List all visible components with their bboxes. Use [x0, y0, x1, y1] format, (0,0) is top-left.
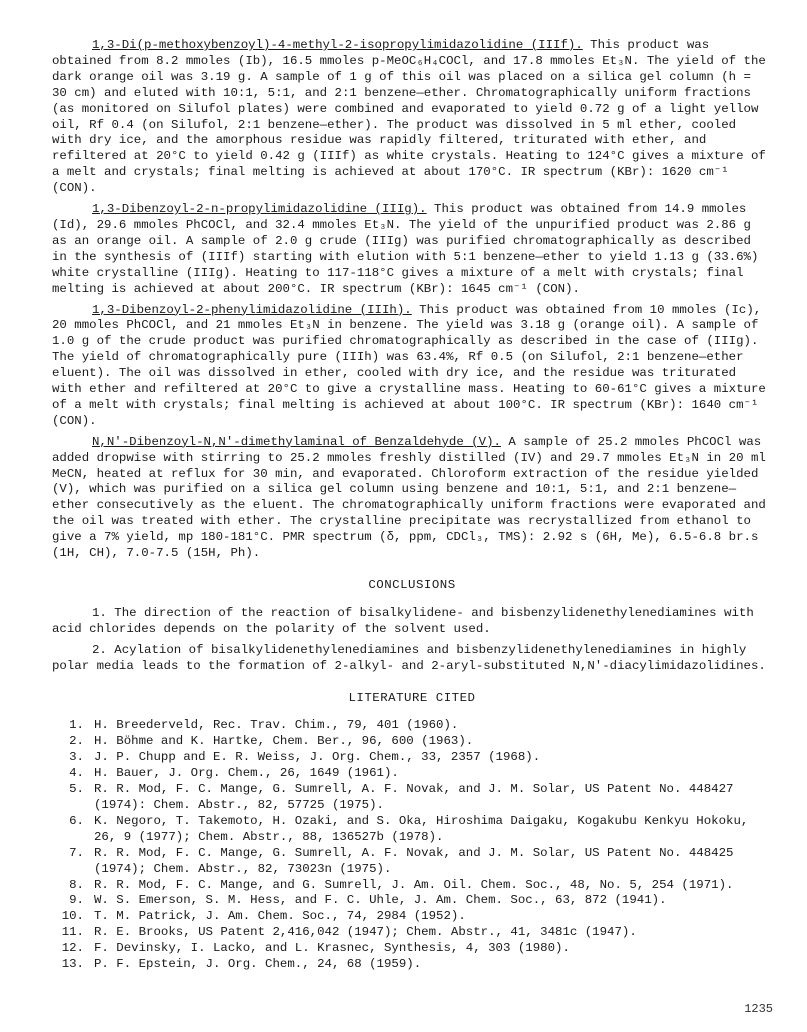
compound-title: 1,3-Di(p-methoxybenzoyl)-4-methyl-2-isopropylimidazolidine (IIIf). — [92, 38, 583, 52]
reference-number: 12. — [61, 941, 84, 956]
reference-number: 6. — [69, 813, 84, 828]
compound-body: This product was obtained from 8.2 mmoles (Ib), 16.5 mmoles p-MeOC₆H₄COCl, and 17.8 mmoles Et₃N. The yield of the dark orange oil was 3.19 g. A sample of 1 g of this oil was placed on a silica gel column (h = 30 cm) and eluted with 10:1, 5:1, and 2:1 benzene—ether. Chromatographically uniform fractions (as monitored on Silufol plates) were combined and evaporated to yield 0.72 g of a light yellow oil, Rf 0.4 (on Silufol, 2:1 benzene—ether). The product was dissolved in 5 ml ether, cooled with dry ice, and the amorphous residue was rapidly filtered, triturated with ether, and refiltered at 20°C to yield 0.42 g (IIIf) as white crystals. Heating to 124°C gives a mixture of a melt and crystals; final melting is achieved at about 170°C. IR spectrum (KBr): 1620 cm⁻¹ (CON). — [52, 38, 766, 196]
reference-text: T. M. Patrick, J. Am. Chem. Soc., 74, 2984 (1952). — [94, 909, 466, 924]
reference-text: H. Bauer, J. Org. Chem., 26, 1649 (1961). — [94, 766, 399, 781]
compound-body: A sample of 25.2 mmoles PhCOCl was added dropwise with stirring to 25.2 mmoles freshly distilled (IV) and 29.7 mmoles Et₃N in 20 ml MeCN, heated at reflux for 30 min, and evaporated. Chloroform extraction of the residue yielded (V), which was purified on a silica gel column using benzene and 10:1, 5:1, and 2:1 benzene—ether consecutively as the eluent. The chromatographically uniform fractions were evaporated and the oil was treated with ether. The crystalline precipitate was recrystallized from ethanol to give a 7% yield, mp 180-181°C. PMR spectrum (δ, ppm, CDCl₃, TMS): 2.92 s (6H, Me), 6.5-6.8 br.s (1H, CH), 7.0-7.5 (15H, Ph). — [52, 434, 766, 561]
compound-paragraph-v — [52, 435, 772, 562]
reference-text: R. R. Mod, F. C. Mange, G. Sumrell, A. F. Novak, and J. M. Solar, US Patent No. 448427 (1974): Chem. Abstr., 82, 57725 (1975). — [94, 782, 734, 812]
reference-item — [52, 718, 772, 734]
compound-body: This product was obtained from 14.9 mmoles (Id), 29.6 mmoles PhCOCl, and 32.4 mmoles Et₃N. The yield of the unpurified product was 2.86 g as an orange oil. A sample of 2.0 g crude (IIIg) was purified chromatographically as described in the synthesis of (IIIf) starting with elution with 5:1 benzene—ether to yield 1.13 g (33.6%) white crystalline (IIIg). Heating to 117-118°C gives a mixture of a melt with crystals; final melting is achieved at about 200°C. IR spectrum (KBr): 1645 cm⁻¹ (CON). — [52, 202, 759, 296]
reference-number: 5. — [69, 782, 84, 797]
conclusion-item: 1. The direction of the reaction of bisalkylidene- and bisbenzylidenethylenediamines with acid chlorides depends on the polarity of the solvent used. — [52, 605, 754, 636]
reference-number: 3. — [69, 750, 84, 765]
reference-list — [52, 718, 772, 973]
reference-text: H. Böhme and K. Hartke, Chem. Ber., 96, 600 (1963). — [94, 734, 474, 749]
reference-number: 13. — [61, 957, 84, 972]
reference-text: P. F. Epstein, J. Org. Chem., 24, 68 (1959). — [94, 957, 422, 972]
compound-title: 1,3-Dibenzoyl-2-phenylimidazolidine (IIIh). — [92, 302, 412, 317]
reference-item — [52, 941, 772, 957]
literature-heading: LITERATURE CITED — [348, 690, 476, 705]
reference-text: R. E. Brooks, US Patent 2,416,042 (1947); Chem. Abstr., 41, 3481c (1947). — [94, 925, 637, 940]
reference-text: W. S. Emerson, S. M. Hess, and F. C. Uhle, J. Am. Chem. Soc., 63, 872 (1941). — [94, 893, 667, 908]
reference-item — [52, 909, 772, 925]
conclusions-heading: CONCLUSIONS — [368, 578, 456, 592]
compound-paragraph-iiih — [52, 303, 772, 430]
reference-text: H. Breederveld, Rec. Trav. Chim., 79, 401 (1960). — [94, 718, 459, 733]
compound-body: This product was obtained from 10 mmoles (Ic), 20 mmoles PhCOCl, and 21 mmoles Et₃N in benzene. The yield was 3.18 g (orange oil). A sample of 1.0 g of the crude product was purified chromatographically as described in the case of (IIIg). The yield of chromatographically pure (IIIh) was 63.4%, Rf 0.5 (on Silufol, 2:1 benzene—ether eluent). The oil was dissolved in ether, cooled with dry ice, and the residue was triturated with ether and refiltered at 20°C to give a crystalline mass. Heating to 60-61°C gives a mixture of a melt with crystals; final melting is achieved at about 100°C. IR spectrum (KBr): 1640 cm⁻¹ (CON). — [52, 302, 766, 428]
compound-title: N,N'-Dibenzoyl-N,N'-dimethylaminal of Benzaldehyde (V). — [92, 434, 501, 449]
reference-item — [52, 893, 772, 909]
reference-item — [52, 957, 772, 973]
conclusion-item: 2. Acylation of bisalkylidenethylenediamines and bisbenzylidenethylenediamines in highly polar media leads to the formation of 2-alkyl- and 2-aryl-substituted N,N'-diacylimidazolidines. — [52, 642, 766, 673]
reference-item — [52, 925, 772, 941]
reference-item — [52, 750, 772, 766]
document-page — [52, 38, 772, 973]
reference-number: 2. — [69, 734, 84, 749]
compound-paragraph-iiig — [52, 202, 772, 297]
reference-number: 4. — [69, 766, 84, 781]
page-number: 1235 — [744, 1002, 773, 1016]
reference-number: 1. — [69, 718, 84, 733]
reference-item — [52, 782, 772, 814]
compound-paragraph-iiif — [52, 38, 772, 197]
reference-text: R. R. Mod, F. C. Mange, and G. Sumrell, J. Am. Oil. Chem. Soc., 48, No. 5, 254 (1971). — [94, 877, 734, 892]
reference-text: J. P. Chupp and E. R. Weiss, J. Org. Chem., 33, 2357 (1968). — [94, 750, 541, 765]
reference-number: 9. — [69, 893, 84, 908]
reference-item — [52, 846, 772, 878]
reference-item — [52, 766, 772, 782]
reference-number: 8. — [69, 877, 84, 892]
reference-item — [52, 814, 772, 846]
reference-number: 10. — [61, 909, 84, 924]
experimental-section — [52, 38, 772, 562]
reference-number: 11. — [61, 925, 84, 940]
reference-number: 7. — [69, 845, 84, 860]
reference-text: F. Devinsky, I. Lacko, and L. Krasnec, Synthesis, 4, 303 (1980). — [94, 941, 570, 956]
reference-text: R. R. Mod, F. C. Mange, G. Sumrell, A. F. Novak, and J. M. Solar, US Patent No. 448425 (1974); Chem. Abstr., 82, 73023n (1975). — [94, 845, 734, 876]
compound-title: 1,3-Dibenzoyl-2-n-propylimidazolidine (IIIg). — [92, 202, 427, 217]
reference-item — [52, 734, 772, 750]
conclusions-list — [52, 606, 772, 675]
reference-item — [52, 878, 772, 894]
reference-text: K. Negoro, T. Takemoto, H. Ozaki, and S. Oka, Hiroshima Daigaku, Kogakubu Kenkyu Hokoku, 26, 9 (1977); Chem. Abstr., 88, 136527b (1978). — [94, 813, 749, 844]
